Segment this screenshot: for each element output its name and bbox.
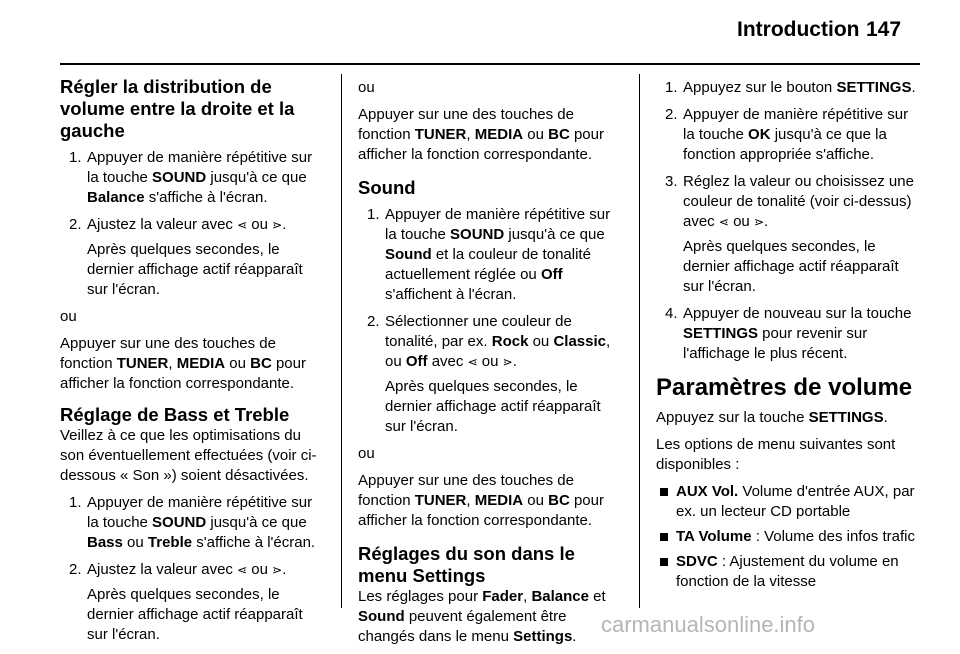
section-heading-settings-menu: Réglages du son dans le menu Settings xyxy=(358,543,575,586)
list-item: SDVC : Ajustement du volume en fonction de la vitesse xyxy=(656,552,922,592)
watermark: carmanualsonline.info xyxy=(601,612,816,637)
balance-steps xyxy=(60,148,326,300)
arrow-left-icon: ⋖ xyxy=(237,563,248,577)
bullet-icon xyxy=(660,533,668,541)
column-divider xyxy=(639,74,640,608)
header-rule xyxy=(60,63,920,65)
list-item: 1. Appuyer de manière répétitive sur la touche SOUND jusqu'à ce que Sound et la couleur de tonalité actuellement réglée ou Off s'affichent à l'écran. xyxy=(367,206,611,303)
list-item: 3. Réglez la valeur ou choisissez une couleur de tonalité (voir ci-dessus) avec ⋖ ou ⋗. Après quelques secondes, le dernier affichage actif réapparaît sur l'écran. xyxy=(665,173,914,295)
bullet-icon xyxy=(660,558,668,566)
arrow-right-icon: ⋗ xyxy=(272,563,283,577)
list-item: 2. Appuyer de manière répétitive sur la touche OK jusqu'à ce que la fonction appropriée s'affiche. xyxy=(665,106,909,163)
section-heading-sound: Sound xyxy=(358,177,416,198)
settings-steps xyxy=(656,78,922,364)
list-item: 2. Ajustez la valeur avec ⋖ ou ⋗. Après quelques secondes, le dernier affichage actif réapparaît sur l'écran. xyxy=(69,561,303,643)
bass-steps xyxy=(60,493,326,645)
paragraph-options: Les options de menu suivantes sont disponibles : xyxy=(656,436,896,473)
column-divider xyxy=(341,74,342,608)
section-heading-balance: Régler la distribution de volume entre la droite et la gauche xyxy=(60,76,295,141)
list-item: 2. Ajustez la valeur avec ⋖ ou ⋗. Après quelques secondes, le dernier affichage actif réapparaît sur l'écran. xyxy=(69,216,303,298)
list-item: 2. Sélectionner une couleur de tonalité, par ex. Rock ou Classic, ou Off avec ⋖ ou ⋗. Après quelques secondes, le dernier affichage actif réapparaît sur l'écran. xyxy=(367,313,611,435)
arrow-left-icon: ⋖ xyxy=(467,355,478,369)
list-item: 1. Appuyer de manière répétitive sur la touche SOUND jusqu'à ce que Balance s'affiche à l'écran. xyxy=(69,149,313,206)
paragraph-function-keys: Appuyer sur une des touches de fonction TUNER, MEDIA ou BC pour afficher la fonction correspondante. xyxy=(358,472,604,529)
section-heading-bass-treble: Réglage de Bass et Treble xyxy=(60,404,290,425)
list-item: 1. Appuyez sur le bouton SETTINGS. xyxy=(665,79,916,96)
volume-options-list xyxy=(656,482,922,592)
arrow-right-icon: ⋗ xyxy=(502,355,513,369)
paragraph-or: ou xyxy=(358,79,375,96)
section-heading-volume: Paramètres de volume xyxy=(656,374,913,401)
column-3 xyxy=(656,74,922,597)
arrow-left-icon: ⋖ xyxy=(718,215,729,229)
arrow-right-icon: ⋗ xyxy=(272,218,283,232)
paragraph-function-keys: Appuyer sur une des touches de fonction TUNER, MEDIA ou BC pour afficher la fonction correspondante. xyxy=(358,106,604,163)
paragraph-or: ou xyxy=(60,308,77,325)
arrow-left-icon: ⋖ xyxy=(237,218,248,232)
list-item: AUX Vol. Volume d'entrée AUX, par ex. un lecteur CD portable xyxy=(656,482,922,522)
list-item: 4. Appuyer de nouveau sur la touche SETTINGS pour revenir sur l'affichage le plus récent. xyxy=(665,305,912,362)
page-header xyxy=(0,0,960,60)
paragraph-settings: Les réglages pour Fader, Balance et Sound peuvent également être changés dans le menu Settings. xyxy=(358,588,606,645)
list-item: 1. Appuyer de manière répétitive sur la touche SOUND jusqu'à ce que Bass ou Treble s'affiche à l'écran. xyxy=(69,494,316,551)
bullet-icon xyxy=(660,488,668,496)
arrow-right-icon: ⋗ xyxy=(753,215,765,229)
paragraph-or: ou xyxy=(358,445,375,462)
paragraph-intro: Veillez à ce que les optimisations du son éventuellement effectuées (voir ci-dessous « Son ») soient désactivées. xyxy=(60,427,317,484)
paragraph-function-keys: Appuyer sur une des touches de fonction TUNER, MEDIA ou BC pour afficher la fonction correspondante. xyxy=(60,335,306,392)
column-1 xyxy=(60,74,326,652)
sound-steps xyxy=(358,205,624,437)
column-2 xyxy=(358,74,624,654)
header-title: Introduction xyxy=(737,18,860,41)
paragraph-volume: Appuyez sur la touche SETTINGS. xyxy=(656,409,888,426)
page-number: 147 xyxy=(866,18,902,41)
list-item: TA Volume : Volume des infos trafic xyxy=(656,527,922,547)
